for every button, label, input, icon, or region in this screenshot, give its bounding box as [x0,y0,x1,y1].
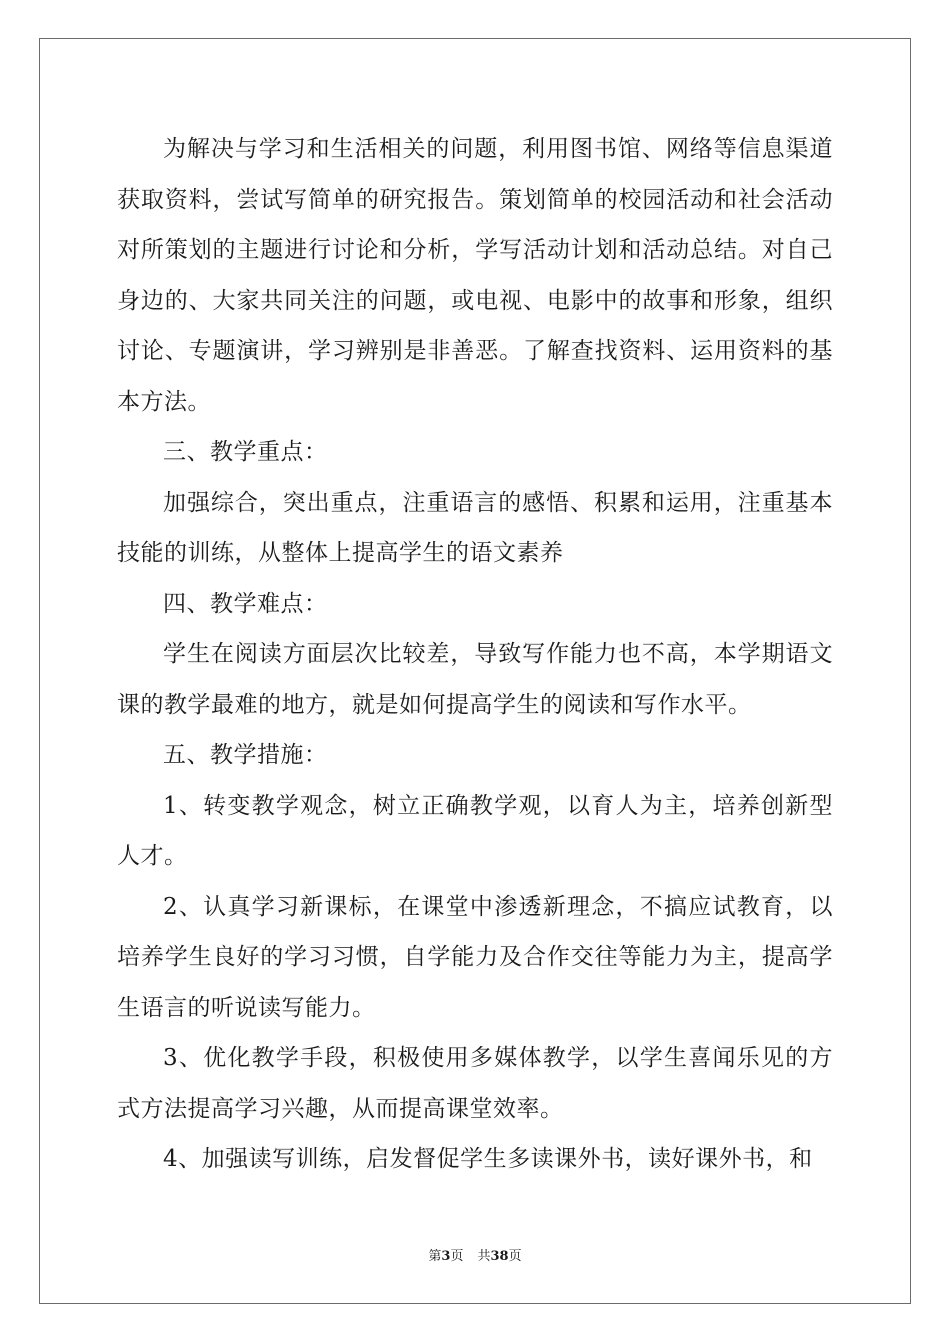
heading-teaching-measures: 五、教学措施： [163,742,328,768]
paragraph-teaching-focus: 加强综合，突出重点，注重语言的感悟、积累和运用，注重基本技能的训练，从整体上提高学生的语文素养 [117,489,833,566]
heading-teaching-difficulty: 四、教学难点： [163,590,328,617]
measure-item-2: 2、认真学习新课标，在课堂中渗透新理念，不搞应试教育，以培养学生良好的学习习惯，自学能力及合作交往等能力为主，提高学生语言的听说读写能力。 [117,893,833,1021]
page-prefix: 第 [428,1249,442,1264]
total-pages: 38 [490,1249,509,1264]
page-footer [0,1245,950,1264]
measure-item-4: 4、加强读写训练，启发督促学生多读课外书，读好课外书，和 [163,1146,813,1172]
heading-teaching-focus: 三、教学重点： [163,439,328,465]
total-suffix: 页 [508,1249,522,1264]
page-suffix: 页 [450,1249,464,1264]
paragraph-research-activities: 为解决与学习和生活相关的问题，利用图书馆、网络等信息渠道获取资料，尝试写简单的研究报告。策划简单的校园活动和社会活动对所策划的主题进行讨论和分析，学写活动计划和活动总结。对自己身边的、大家共同关注的问题，或电视、电影中的故事和形象，组织讨论、专题演讲，学习辨别是非善恶。了解查找资料、运用资料的基本方法。 [117,136,833,415]
measure-item-1: 1、转变教学观念，树立正确教学观，以育人为主，培养创新型人才。 [117,792,833,869]
page-number: 3 [441,1249,451,1264]
measure-item-3: 3、优化教学手段，积极使用多媒体教学，以学生喜闻乐见的方式方法提高学习兴趣，从而提高课堂效率。 [117,1045,833,1122]
total-prefix: 共 [477,1249,491,1264]
document-body [117,124,833,1185]
paragraph-teaching-difficulty: 学生在阅读方面层次比较差，导致写作能力也不高，本学期语文课的教学最难的地方，就是如何提高学生的阅读和写作水平。 [117,641,833,718]
